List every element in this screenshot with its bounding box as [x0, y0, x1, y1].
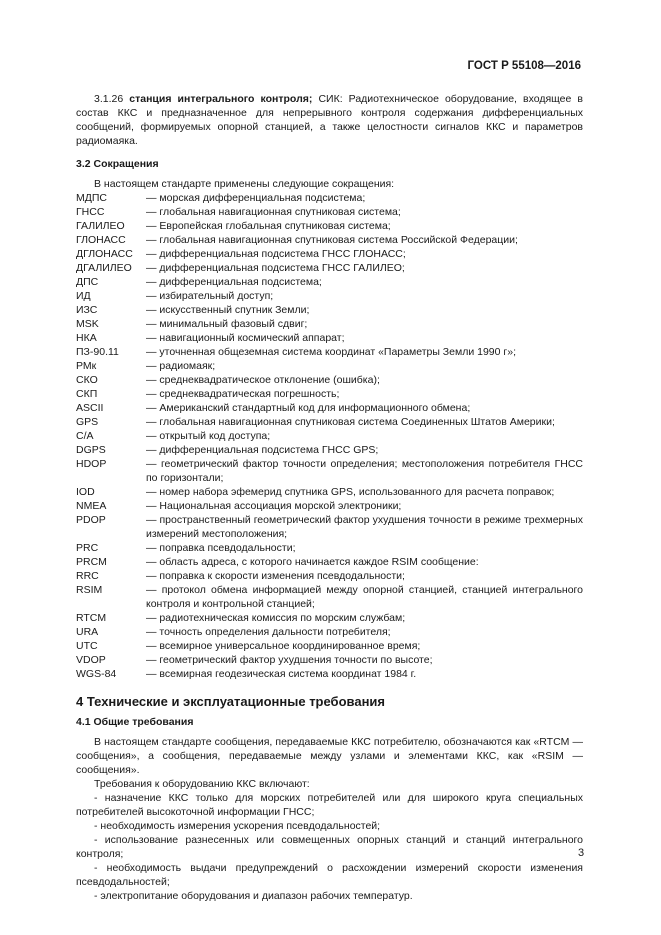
requirements-list [76, 791, 583, 903]
abbreviation-definition: — дифференциальная подсистема ГНСС ГАЛИЛЕО; [146, 262, 405, 274]
abbreviation-term: ASCII [76, 402, 104, 414]
abbreviation-term: RTCM [76, 612, 107, 624]
abbreviation-definition: — всемирная геодезическая система координат 1984 г. [146, 668, 417, 680]
abbreviation-row [76, 219, 583, 233]
abbreviation-definition: — минимальный фазовый сдвиг; [146, 318, 308, 330]
definition-number: 3.1.26 [94, 93, 124, 105]
abbreviation-term: MSK [76, 318, 99, 330]
abbreviation-definition: — среднеквадратическая погрешность; [146, 388, 340, 400]
abbreviation-definition: — геометрический фактор точности определения; местоположения потребителя ГНСС по горизонтали; [146, 458, 583, 484]
abbreviations-list [76, 191, 583, 681]
section-4-title: 4 Технические и эксплуатационные требования [76, 694, 386, 709]
abbreviation-row [76, 499, 583, 513]
abbreviation-term: ГЛОНАСС [76, 234, 126, 246]
abbreviation-row [76, 359, 583, 373]
abbreviation-term: СКП [76, 388, 98, 400]
abbreviation-definition: — область адреса, с которого начинается каждое RSIM сообщение: [146, 556, 479, 568]
abbreviation-row [76, 653, 583, 667]
abbreviation-row [76, 275, 583, 289]
requirement-item: - использование разнесенных или совмещенных опорных станций и станций интегрального контроля; [76, 834, 583, 860]
abbreviation-term: ИД [76, 290, 91, 302]
abbreviation-row [76, 625, 583, 639]
definition-term: станция интегрального контроля; [129, 93, 313, 105]
abbreviation-row [76, 191, 583, 205]
abbreviation-definition: — протокол обмена информацией между опорной станцией, станцией интегрального контроля и контрольной станцией; [146, 584, 583, 610]
abbreviation-definition: — геометрический фактор ухудшения точности по высоте; [146, 654, 433, 666]
abbreviation-definition: — глобальная навигационная спутниковая система Соединенных Штатов Америки; [146, 416, 555, 428]
abbreviation-definition: — поправка к скорости изменения псевдодальности; [146, 570, 405, 582]
abbreviation-row [76, 373, 583, 387]
abbreviation-row [76, 457, 583, 485]
abbreviation-term: URA [76, 626, 99, 638]
abbreviation-definition: — морская дифференциальная подсистема; [146, 192, 366, 204]
page-number: 3 [578, 847, 585, 859]
abbreviations-intro: В настоящем стандарте применены следующие сокращения: [94, 178, 395, 190]
abbreviation-row [76, 541, 583, 555]
section-3-2-title: 3.2 Сокращения [76, 158, 159, 170]
abbreviation-row [76, 555, 583, 569]
abbreviation-definition: — поправка псевдодальности; [146, 542, 296, 554]
abbreviation-row [76, 639, 583, 653]
page-content [76, 92, 583, 903]
abbreviation-row [76, 569, 583, 583]
abbreviation-term: ГАЛИЛЕО [76, 220, 125, 232]
section-4-1-paragraph-1: В настоящем стандарте сообщения, передаваемые ККС потребителю, обозначаются как «RTCM — сообщения», а сообщения, передаваемые между узлами и элементами ККС, как «RSIM — сообщения». [76, 736, 583, 776]
definition-text: СИК: Радиотехническое оборудование, входящее в состав ККС и предназначенное для непрерывного контроля содержания дифференциальных сообщений, формируемых опорной станцией, а также целостности сигналов ККС и параметров радиомаяка. [76, 93, 583, 147]
abbreviation-row [76, 331, 583, 345]
abbreviation-definition: — точность определения дальности потребителя; [146, 626, 391, 638]
abbreviation-row [76, 443, 583, 457]
abbreviation-definition: — дифференциальная подсистема ГНСС ГЛОНАСС; [146, 248, 406, 260]
requirement-item: - назначение ККС только для морских потребителей или для широкого круга специальных потребителей высокоточной информации ГНСС; [76, 792, 583, 818]
abbreviation-term: ДПС [76, 276, 99, 288]
abbreviation-row [76, 667, 583, 681]
abbreviation-row [76, 513, 583, 541]
abbreviation-row [76, 261, 583, 275]
abbreviation-row [76, 401, 583, 415]
abbreviation-term: GPS [76, 416, 99, 428]
abbreviation-term: C/A [76, 430, 94, 442]
abbreviation-term: HDOP [76, 458, 107, 470]
abbreviation-term: ДГЛОНАСС [76, 248, 133, 260]
definition-3-1-26 [76, 92, 583, 148]
abbreviation-row [76, 303, 583, 317]
abbreviation-row [76, 387, 583, 401]
abbreviation-term: НКА [76, 332, 97, 344]
abbreviation-definition: — Национальная ассоциация морской электроники; [146, 500, 402, 512]
abbreviation-definition: — открытый код доступа; [146, 430, 271, 442]
abbreviation-term: МДПС [76, 192, 107, 204]
abbreviation-term: ПЗ-90.11 [76, 346, 119, 358]
requirement-item: - электропитание оборудования и диапазон рабочих температур. [94, 890, 413, 902]
document-header: ГОСТ Р 55108—2016 [467, 60, 581, 72]
abbreviation-row [76, 485, 583, 499]
abbreviation-term: NMEA [76, 500, 107, 512]
abbreviation-term: PRC [76, 542, 99, 554]
abbreviation-definition: — Европейская глобальная спутниковая система; [146, 220, 391, 232]
abbreviation-term: UTC [76, 640, 98, 652]
abbreviation-definition: — дифференциальная подсистема ГНСС GPS; [146, 444, 379, 456]
section-4-1-title: 4.1 Общие требования [76, 716, 194, 728]
abbreviation-row [76, 205, 583, 219]
abbreviation-term: ИЗС [76, 304, 98, 316]
requirement-item: - необходимость выдачи предупреждений о расхождении измерений скорости изменения псевдодальностей; [76, 862, 583, 888]
abbreviation-term: ГНСС [76, 206, 105, 218]
abbreviation-definition: — номер набора эфемерид спутника GPS, использованного для расчета поправок; [146, 486, 555, 498]
abbreviation-row [76, 233, 583, 247]
abbreviation-definition: — уточненная общеземная система координат «Параметры Земли 1990 г»; [146, 346, 516, 358]
abbreviation-row [76, 429, 583, 443]
abbreviation-term: WGS-84 [76, 668, 117, 680]
abbreviation-definition: — среднеквадратическое отклонение (ошибка); [146, 374, 380, 386]
abbreviation-definition: — радиотехническая комиссия по морским службам; [146, 612, 406, 624]
abbreviation-term: VDOP [76, 654, 106, 666]
abbreviation-row [76, 317, 583, 331]
abbreviation-term: RSIM [76, 584, 103, 596]
abbreviation-row [76, 247, 583, 261]
abbreviation-term: PDOP [76, 514, 106, 526]
section-4-1-paragraph-2: Требования к оборудованию ККС включают: [94, 778, 310, 790]
abbreviation-row [76, 415, 583, 429]
abbreviation-term: РМк [76, 360, 97, 372]
abbreviation-definition: — пространственный геометрический фактор ухудшения точности в режиме трехмерных измерений местоположения; [146, 514, 583, 540]
abbreviation-term: PRCM [76, 556, 107, 568]
abbreviation-term: DGPS [76, 444, 106, 456]
abbreviation-definition: — Американский стандартный код для информационного обмена; [146, 402, 471, 414]
abbreviation-definition: — дифференциальная подсистема; [146, 276, 322, 288]
abbreviation-term: ДГАЛИЛЕО [76, 262, 132, 274]
abbreviation-row [76, 583, 583, 611]
abbreviation-term: IOD [76, 486, 95, 498]
abbreviation-row [76, 611, 583, 625]
abbreviation-definition: — всемирное универсальное координированное время; [146, 640, 421, 652]
abbreviation-term: СКО [76, 374, 98, 386]
abbreviation-definition: — глобальная навигационная спутниковая система Российской Федерации; [146, 234, 518, 246]
abbreviation-row [76, 345, 583, 359]
abbreviation-definition: — глобальная навигационная спутниковая система; [146, 206, 401, 218]
abbreviation-definition: — искусственный спутник Земли; [146, 304, 310, 316]
abbreviation-definition: — радиомаяк; [146, 360, 216, 372]
abbreviation-term: RRC [76, 570, 99, 582]
requirement-item: - необходимость измерения ускорения псевдодальностей; [94, 820, 381, 832]
abbreviation-row [76, 289, 583, 303]
abbreviation-definition: — навигационный космический аппарат; [146, 332, 345, 344]
abbreviation-definition: — избирательный доступ; [146, 290, 274, 302]
